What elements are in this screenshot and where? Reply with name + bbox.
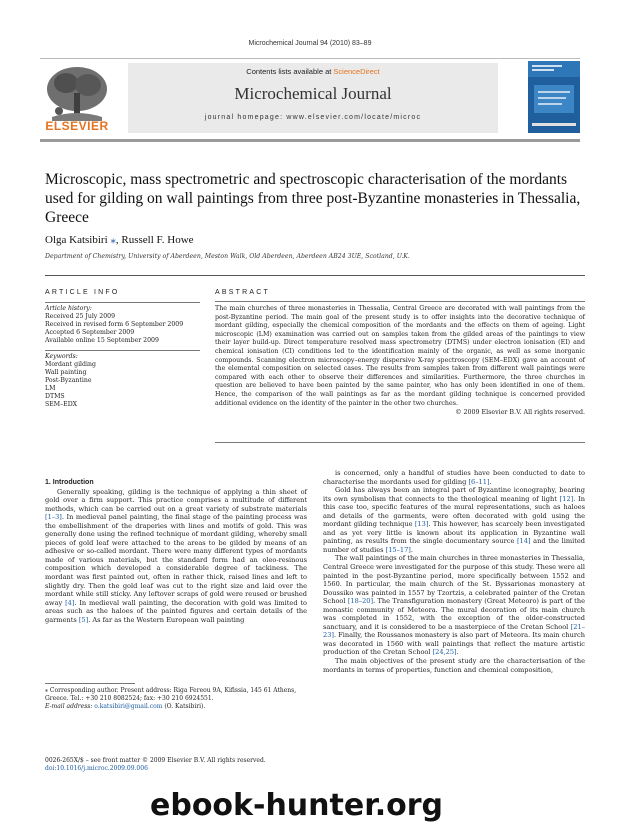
paragraph-text: . xyxy=(410,545,413,554)
reference-link[interactable]: [5] xyxy=(78,615,89,624)
elsevier-wordmark: ELSEVIER xyxy=(45,119,109,133)
keyword-item: DTMS xyxy=(45,393,65,400)
keyword-item: SEM–EDX xyxy=(45,401,78,408)
accepted-date: Accepted 6 September 2009 xyxy=(45,329,135,336)
keywords-rule xyxy=(45,350,200,351)
abstract-text: The main churches of three monasteries in Thessalia, Central Greece are decorated with wall paintings from the post-Byzantine period. The main goal of the present study is to offer insights into the decorative technique of mordant gilding, especially the chemical composition of the mordants and the effects on them of ageing. Light microscopic (LM) examination was carried out on samples taken from the gilded areas of the paintings to view their layer build-up. Direct temperature resolved mass spectrometry (DTMS) under electron ionisation (EI) and chemical ionisation (CI) conditions led to the identification mainly of the organic, as well as some inorganic compounds. Scanning electron microscopy–energy dispersive X-ray spectroscopy (SEM–EDX) gave an account of the elemental composition on selected cases. The results from samples taken from different wall paintings were compared with each other to observe their differences and similarities. Furthermore, the three churches in question are believed to have been painted by the same painter, who has only been identified in one of them. Hence, the comparison of the wall paintings as far as the mordant gilding technique is concerned provided additional evidence on the identity of the painter in the other two churches. xyxy=(215,305,585,407)
keyword-item: Mordant gilding xyxy=(45,361,96,368)
paragraph-text: The main objectives of the present study are the characterisation of the mordants in terms of properties, function and chemical composition, xyxy=(323,657,585,674)
corresponding-author-footnote xyxy=(45,687,307,711)
author-name: Olga Katsibiri xyxy=(45,234,108,246)
abstract-copyright: © 2009 Elsevier B.V. All rights reserved. xyxy=(455,409,585,417)
author-email-link[interactable]: o.katsibiri@gmail.com xyxy=(94,703,163,710)
article-title: Microscopic, mass spectrometric and spectroscopic characterisation of the mordants used for gilding on wall paintings from three post-Byzantine monasteries in Thessalia, Greece xyxy=(45,171,581,226)
header-divider xyxy=(45,275,585,276)
history-label: Article history: xyxy=(45,305,92,312)
journal-citation: Microchemical Journal 94 (2010) 83–89 xyxy=(248,40,372,47)
keywords-label: Keywords: xyxy=(45,353,78,360)
journal-homepage[interactable]: journal homepage: www.elsevier.com/locate/microc xyxy=(204,114,422,121)
paragraph-text: Gold has always been an integral part of Byzantine iconography, bearing its own symbolism that connects to the theological meaning of light xyxy=(323,486,585,503)
paragraph-text: . xyxy=(489,477,492,486)
paragraph-container xyxy=(323,469,585,674)
paragraph-container xyxy=(45,488,307,625)
keyword-item: Post-Byzantine xyxy=(45,377,92,384)
reference-link[interactable]: [1–3] xyxy=(45,513,62,522)
issn-line: 0026-265X/$ – see front matter © 2009 Elsevier B.V. All rights reserved. xyxy=(45,757,266,764)
reference-link[interactable]: [21–23] xyxy=(323,622,585,640)
reference-link[interactable]: [18–20] xyxy=(347,597,374,606)
article-info-rule xyxy=(45,302,200,303)
abstract-bottom-rule xyxy=(215,442,585,443)
keyword-item: Wall painting xyxy=(45,369,87,376)
body-paragraph xyxy=(323,469,585,486)
author-list xyxy=(45,233,194,246)
paragraph-text: and the limited number of studies xyxy=(323,537,585,554)
keyword-item: LM xyxy=(45,385,56,392)
article-info-column xyxy=(45,289,200,409)
body-paragraph xyxy=(323,554,585,657)
body-column-left xyxy=(45,479,307,624)
doi-link[interactable]: doi:10.1016/j.microc.2009.09.006 xyxy=(45,765,148,772)
reference-link[interactable]: [14] xyxy=(516,537,531,546)
reference-link[interactable]: [4] xyxy=(65,598,75,607)
body-paragraph xyxy=(45,488,307,625)
revised-date: Received in revised form 6 September 2009 xyxy=(45,321,184,328)
article-info-heading: ARTICLE INFO xyxy=(45,289,120,296)
sciencedirect-link[interactable]: ScienceDirect xyxy=(333,67,380,76)
footnote-rule xyxy=(45,683,135,684)
watermark-text: ebook-hunter.org xyxy=(150,788,443,823)
paragraph-text: . xyxy=(456,648,459,657)
email-suffix: (O. Katsibiri). xyxy=(162,703,206,710)
front-matter-footer xyxy=(45,757,345,773)
reference-link[interactable]: [6–11] xyxy=(468,477,490,486)
paragraph-text: The wall paintings of the main churches in three monasteries in Thessalia, Central Greece were investigated for the purpose of this study. These were all painted in the post-Byzantine period, more specifically between 1552 and 1560. In particular, the main church of the St. Byssarionas monastery at Doussiko was painted in 1557 by Tzortzis, a celebrated painter of the Cretan School xyxy=(323,554,585,606)
body-column-right xyxy=(323,469,585,674)
paragraph-text: . The Transfiguration monastery (Great Meteoro) is part of the monastic community of Meteora. The mural decoration of its main church was completed in 1552, with the exception of the older-constructed sanctuary, and it is considered to be a masterpiece of the Cretan School xyxy=(323,597,585,631)
author-affiliation: Department of Chemistry, University of Aberdeen, Meston Walk, Old Aberdeen, Aberdeen AB24 3UE, Scotland, U.K. xyxy=(45,253,410,260)
paragraph-text: . In this case too, specific features of the mural representations, such as haloes and details of the garments, were often decorated with gold using the mordant gilding technique xyxy=(323,494,585,529)
author-name: Russell F. Howe xyxy=(121,234,194,246)
reference-link[interactable]: [12] xyxy=(559,494,574,503)
paragraph-text: . In medieval panel painting, the final stage of the painting process was the embellishment of the draperies with lines and motifs of gold. This was generally done using the refined technique of mordant gilding, whereby small pieces of gold leaf were attached to the areas to be gilded by means of an adhesive or so-called mordant. There were many different types of mordants made of various materials, but the standard form had an oleo-resinous composition which developed a considerable degree of tackiness. The mordant was first painted out, often in rather thick, raised lines and left to slightly dry. Then the gold leaf was cut to the right size and laid over the mordant while still sticky. Any leftover scraps of gold were reused or brushed away xyxy=(45,513,307,607)
body-paragraph xyxy=(323,486,585,554)
paragraph-text: Generally speaking, gilding is the technique of applying a thin sheet of gold over a firm support. This practice comprises a multitude of different methods, which can be carried out on a great variety of substrate materials xyxy=(45,487,307,513)
email-label: E-mail address: xyxy=(45,703,95,710)
paragraph-text: . In medieval wall painting, the decoration with gold was limited to areas such as the haloes of the painted figures and certain details of the garments xyxy=(45,598,307,624)
journal-cover-thumbnail xyxy=(528,61,580,133)
author-separator: , xyxy=(115,234,122,246)
received-date: Received 25 July 2009 xyxy=(45,313,116,320)
journal-info-box xyxy=(128,63,498,133)
paragraph-text: . This however, has scarcely been investigated and as yet very little is known about its application in Byzantine wall painting, as results from the single documentary source xyxy=(323,520,585,546)
paragraph-text: . As far as the Western European wall painting xyxy=(88,615,245,624)
journal-masthead xyxy=(40,58,580,142)
body-paragraph xyxy=(323,657,585,674)
reference-link[interactable]: [15–17] xyxy=(385,545,411,554)
abstract-column xyxy=(215,289,585,416)
journal-name: Microchemical Journal xyxy=(234,84,392,103)
abstract-heading: ABSTRACT xyxy=(215,289,270,296)
corresponding-author-mark[interactable]: ⁎ xyxy=(107,234,116,246)
contents-availability xyxy=(128,67,498,76)
reference-link[interactable]: [13] xyxy=(414,520,429,529)
section-heading: 1. Introduction xyxy=(45,479,94,486)
abstract-rule xyxy=(215,301,585,302)
paragraph-text: . Finally, the Roussanos monastery is also part of Meteora. Its main church was decorated in 1560 with wall paintings that reflect the mature artistic production of the Cretan School xyxy=(323,631,585,657)
footnote-email-line xyxy=(45,703,307,711)
paragraph-text: is concerned, only a handful of studies have been conducted to date to characterise the mordants used for gilding xyxy=(323,469,585,486)
online-date: Available online 15 September 2009 xyxy=(45,337,159,344)
footnote-address: ⁎ Corresponding author. Present address: Riga Fereou 9A, Kifissia, 145 61 Athens, Greece. Tel.: +30 210 8082524; fax: +30 210 6924551. xyxy=(45,687,297,702)
reference-link[interactable]: [24,25] xyxy=(432,648,457,657)
contents-prefix: Contents lists available at xyxy=(246,67,334,76)
